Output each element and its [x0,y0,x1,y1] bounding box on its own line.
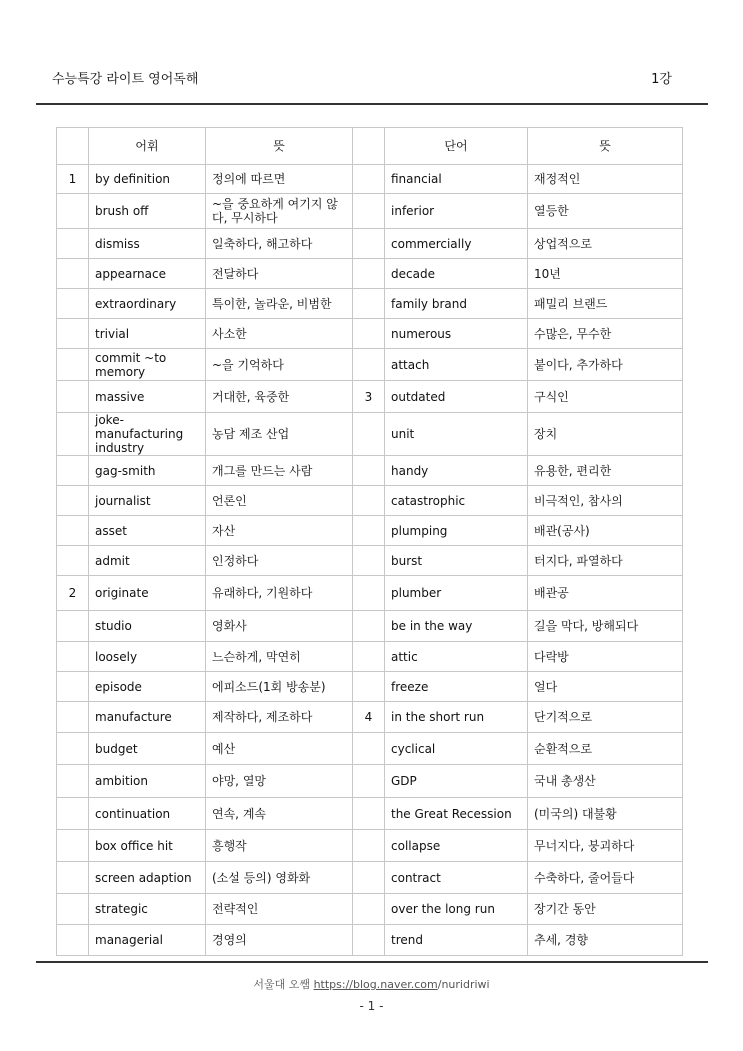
row-number-left [57,546,89,576]
row-number-right [353,229,385,259]
word-meaning: (미국의) 대불황 [528,798,683,830]
document-title: 수능특강 라이트 영어독해 [52,72,199,87]
row-number-right [353,611,385,642]
page-number: - 1 - [359,999,384,1013]
row-number-left [57,516,89,546]
vocab-word: joke-manufacturing industry [89,413,206,456]
header-divider [36,103,708,105]
vocab-meaning: ~을 중요하게 여기지 않다, 무시하다 [206,194,353,229]
row-number-right [353,765,385,798]
vocab-meaning: 제작하다, 제조하다 [206,702,353,733]
word: in the short run [385,702,528,733]
table-row [57,456,683,486]
vocab-meaning: 자산 [206,516,353,546]
word-meaning: 패밀리 브랜드 [528,289,683,319]
word: GDP [385,765,528,798]
word-meaning: 국내 총생산 [528,765,683,798]
row-number-left [57,894,89,925]
header-word: 단어 [385,128,528,165]
word-meaning: 상업적으로 [528,229,683,259]
row-number-right [353,830,385,862]
word: trend [385,925,528,956]
vocab-word: episode [89,672,206,702]
vocab-word: extraordinary [89,289,206,319]
word-meaning: 수축하다, 줄어들다 [528,862,683,894]
vocab-word: journalist [89,486,206,516]
table-row [57,830,683,862]
vocab-word: appearnace [89,259,206,289]
row-number-left [57,702,89,733]
word: unit [385,413,528,456]
word: collapse [385,830,528,862]
row-number-left [57,798,89,830]
row-number-left [57,456,89,486]
row-number-right [353,576,385,611]
table-row [57,798,683,830]
row-number-right: 3 [353,381,385,413]
word: plumber [385,576,528,611]
vocab-meaning: 전략적인 [206,894,353,925]
word-meaning: 장치 [528,413,683,456]
row-number-left [57,486,89,516]
word-meaning: 얼다 [528,672,683,702]
blog-link-path: /nuridriwi [437,978,490,991]
vocab-meaning: 유래하다, 기원하다 [206,576,353,611]
blog-link[interactable]: https://blog.naver.com [313,978,438,991]
vocab-word: screen adaption [89,862,206,894]
row-number-left [57,319,89,349]
vocab-word: ambition [89,765,206,798]
row-number-right [353,413,385,456]
vocab-meaning: 정의에 따르면 [206,165,353,194]
table-row [57,765,683,798]
header-num-left [57,128,89,165]
table-row [57,381,683,413]
word: over the long run [385,894,528,925]
table-row [57,413,683,456]
row-number-left [57,259,89,289]
vocab-word: gag-smith [89,456,206,486]
table-row [57,672,683,702]
vocab-word: massive [89,381,206,413]
table-row [57,194,683,229]
row-number-left [57,765,89,798]
word: decade [385,259,528,289]
row-number-right [353,165,385,194]
row-number-left [57,611,89,642]
word-meaning: 10년 [528,259,683,289]
table-row [57,289,683,319]
row-number-left [57,229,89,259]
vocab-meaning: 연속, 계속 [206,798,353,830]
vocab-meaning: 전달하다 [206,259,353,289]
row-number-left [57,733,89,765]
row-number-left [57,381,89,413]
table-row [57,229,683,259]
row-number-right [353,349,385,381]
row-number-left [57,925,89,956]
header-num-right [353,128,385,165]
word-meaning: 장기간 동안 [528,894,683,925]
row-number-left [57,289,89,319]
row-number-right [353,862,385,894]
vocab-word: strategic [89,894,206,925]
vocab-meaning: 인정하다 [206,546,353,576]
vocab-meaning: (소설 등의) 영화화 [206,862,353,894]
header-vocab: 어휘 [89,128,206,165]
table-row [57,925,683,956]
word: family brand [385,289,528,319]
row-number-right [353,672,385,702]
word: attic [385,642,528,672]
word: attach [385,349,528,381]
word-meaning: 추세, 경향 [528,925,683,956]
vocab-meaning: 농담 제조 산업 [206,413,353,456]
row-number-right [353,925,385,956]
vocab-word: box office hit [89,830,206,862]
vocab-meaning: 느슨하게, 막연히 [206,642,353,672]
word: handy [385,456,528,486]
row-number-right [353,319,385,349]
row-number-left [57,349,89,381]
vocab-meaning: ~을 기억하다 [206,349,353,381]
word-meaning: 유용한, 편리한 [528,456,683,486]
table-row [57,165,683,194]
word: burst [385,546,528,576]
word-meaning: 배관공 [528,576,683,611]
vocab-word: dismiss [89,229,206,259]
vocab-meaning: 거대한, 육중한 [206,381,353,413]
vocab-word: asset [89,516,206,546]
vocab-meaning: 야망, 열망 [206,765,353,798]
vocab-meaning: 개그를 만드는 사람 [206,456,353,486]
vocab-word: budget [89,733,206,765]
page-header [52,68,672,88]
word-meaning: 재정적인 [528,165,683,194]
vocab-meaning: 흥행작 [206,830,353,862]
word-meaning: 배관(공사) [528,516,683,546]
vocab-meaning: 영화사 [206,611,353,642]
table-row [57,611,683,642]
vocab-meaning: 특이한, 놀라운, 비범한 [206,289,353,319]
vocabulary-table [56,127,683,956]
vocab-word: manufacture [89,702,206,733]
unit-label: 1강 [651,72,672,87]
word-meaning: 비극적인, 참사의 [528,486,683,516]
word-meaning: 터지다, 파열하다 [528,546,683,576]
row-number-right [353,894,385,925]
table-row [57,349,683,381]
table-row [57,733,683,765]
vocab-meaning: 에피소드(1회 방송분) [206,672,353,702]
vocab-word: studio [89,611,206,642]
row-number-right [353,289,385,319]
table-row [57,486,683,516]
table-row [57,546,683,576]
row-number-left: 1 [57,165,89,194]
table-header-row [57,128,683,165]
row-number-left [57,194,89,229]
row-number-right [353,194,385,229]
word: catastrophic [385,486,528,516]
vocab-meaning: 경영의 [206,925,353,956]
table-row [57,862,683,894]
word: freeze [385,672,528,702]
word: contract [385,862,528,894]
vocab-word: commit ~to memory [89,349,206,381]
row-number-left [57,642,89,672]
word-meaning: 붙이다, 추가하다 [528,349,683,381]
header-meaning-right: 뜻 [528,128,683,165]
row-number-right [353,516,385,546]
row-number-left [57,862,89,894]
row-number-left [57,413,89,456]
word: commercially [385,229,528,259]
word: financial [385,165,528,194]
vocab-meaning: 일축하다, 해고하다 [206,229,353,259]
word-meaning: 구식인 [528,381,683,413]
footer-divider [36,961,708,963]
vocab-word: brush off [89,194,206,229]
word-meaning: 단기적으로 [528,702,683,733]
word-meaning: 다락방 [528,642,683,672]
word-meaning: 열등한 [528,194,683,229]
table-row [57,576,683,611]
vocab-word: loosely [89,642,206,672]
table-row [57,259,683,289]
word: outdated [385,381,528,413]
vocab-word: trivial [89,319,206,349]
row-number-right [353,456,385,486]
word: inferior [385,194,528,229]
row-number-left [57,672,89,702]
word: the Great Recession [385,798,528,830]
word-meaning: 길을 막다, 방해되다 [528,611,683,642]
table-body [57,165,683,956]
word: cyclical [385,733,528,765]
row-number-right [353,733,385,765]
table-row [57,642,683,672]
word-meaning: 수많은, 무수한 [528,319,683,349]
vocab-word: by definition [89,165,206,194]
word: numerous [385,319,528,349]
vocab-word: originate [89,576,206,611]
row-number-right [353,259,385,289]
row-number-right [353,486,385,516]
header-meaning-left: 뜻 [206,128,353,165]
word: be in the way [385,611,528,642]
word-meaning: 무너지다, 붕괴하다 [528,830,683,862]
row-number-right [353,642,385,672]
word-meaning: 순환적으로 [528,733,683,765]
vocab-word: admit [89,546,206,576]
row-number-right: 4 [353,702,385,733]
vocab-word: continuation [89,798,206,830]
word: plumping [385,516,528,546]
row-number-right [353,798,385,830]
row-number-left: 2 [57,576,89,611]
table-row [57,894,683,925]
row-number-right [353,546,385,576]
vocab-meaning: 사소한 [206,319,353,349]
table-row [57,702,683,733]
table-row [57,319,683,349]
vocab-meaning: 언론인 [206,486,353,516]
footer-author: 서울대 오쌤 [253,978,311,991]
vocab-meaning: 예산 [206,733,353,765]
vocab-word: managerial [89,925,206,956]
footer [0,976,743,992]
table-row [57,516,683,546]
row-number-left [57,830,89,862]
